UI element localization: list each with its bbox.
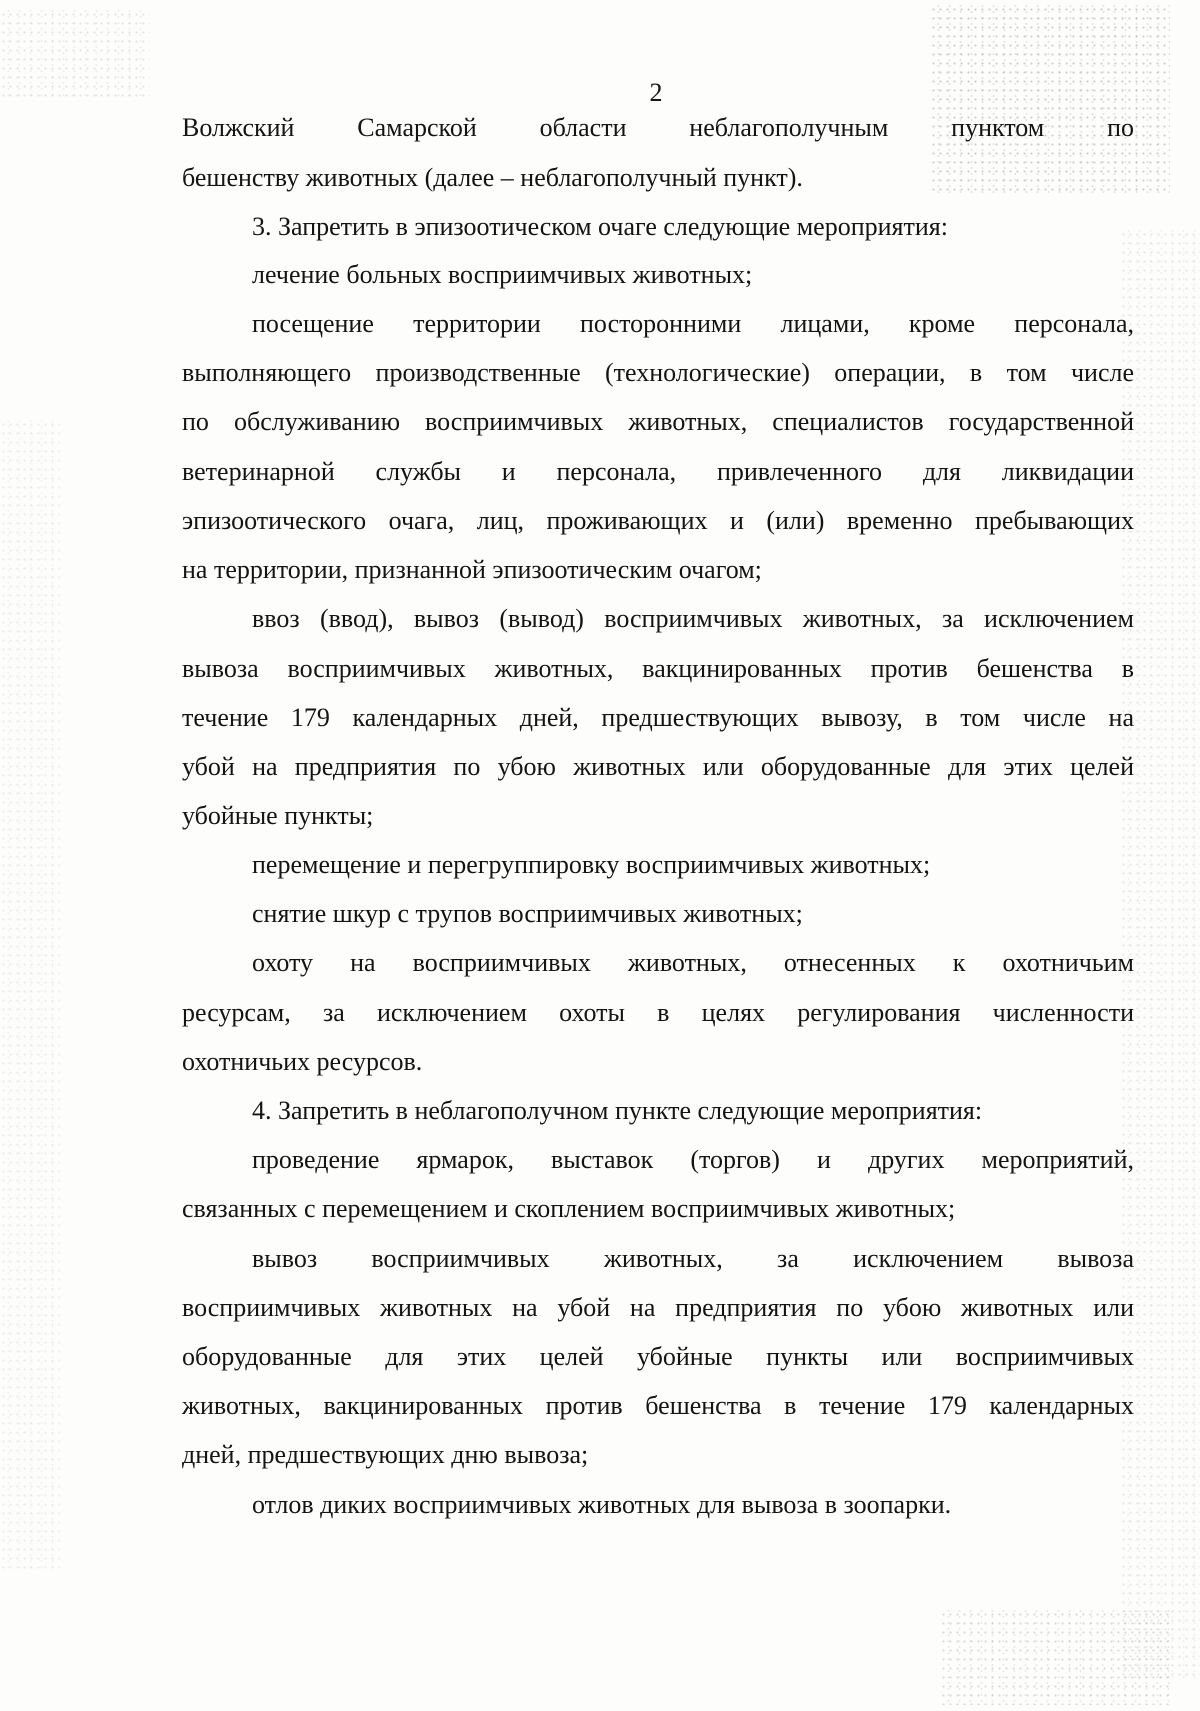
- text-line: оборудованные для этих целей убойные пункты или восприимчивых: [182, 1342, 1134, 1371]
- text-line: по обслуживанию восприимчивых животных, специалистов государственной: [182, 407, 1134, 436]
- text-line: течение 179 календарных дней, предшествующих вывозу, в том числе на: [182, 703, 1134, 732]
- text-line: лечение больных восприимчивых животных;: [252, 260, 753, 289]
- text-line: эпизоотического очага, лиц, проживающих и (или) временно пребывающих: [182, 506, 1134, 535]
- text-line: ветеринарной службы и персонала, привлеченного для ликвидации: [182, 457, 1134, 486]
- text-line: на территории, признанной эпизоотическим очагом;: [182, 555, 762, 584]
- text-line: 4. Запретить в неблагополучном пункте следующие мероприятия:: [252, 1096, 983, 1125]
- text-line: связанных с перемещением и скоплением восприимчивых животных;: [182, 1194, 956, 1223]
- text-line: вывоза восприимчивых животных, вакцинированных против бешенства в: [182, 654, 1134, 683]
- text-line: охоту на восприимчивых животных, отнесенных к охотничьим: [252, 948, 1134, 977]
- text-line: отлов диких восприимчивых животных для вывоза в зоопарки.: [252, 1490, 952, 1519]
- text-line: животных, вакцинированных против бешенства в течение 179 календарных: [182, 1391, 1134, 1420]
- text-line: вывоз восприимчивых животных, за исключением вывоза: [252, 1244, 1134, 1273]
- text-line: убой на предприятия по убою животных или оборудованные для этих целей: [182, 752, 1134, 781]
- page-number: 2: [649, 78, 663, 107]
- scan-noise-bottom-right: [940, 1610, 1170, 1705]
- text-line: 3. Запретить в эпизоотическом очаге следующие мероприятия:: [252, 212, 948, 241]
- text-line: ресурсам, за исключением охоты в целях регулирования численности: [182, 998, 1134, 1027]
- text-line: посещение территории посторонними лицами, кроме персонала,: [252, 309, 1134, 338]
- text-line: восприимчивых животных на убой на предприятия по убою животных или: [182, 1293, 1134, 1322]
- text-line: перемещение и перегруппировку восприимчивых животных;: [252, 850, 931, 879]
- text-line: охотничьих ресурсов.: [182, 1047, 423, 1076]
- scan-noise-left-margin: [0, 420, 60, 1570]
- text-line: снятие шкур с трупов восприимчивых животных;: [252, 899, 803, 928]
- text-line: ввоз (ввод), вывоз (вывод) восприимчивых животных, за исключением: [252, 604, 1134, 633]
- text-line: убойные пункты;: [182, 801, 374, 830]
- text-line: проведение ярмарок, выставок (торгов) и других мероприятий,: [252, 1145, 1134, 1174]
- text-line: Волжский Самарской области неблагополучным пунктом по: [182, 113, 1134, 142]
- text-line: бешенству животных (далее – неблагополучный пункт).: [182, 163, 803, 192]
- text-line: дней, предшествующих дню вывоза;: [182, 1440, 589, 1469]
- text-line: выполняющего производственные (технологические) операции, в том числе: [182, 358, 1134, 387]
